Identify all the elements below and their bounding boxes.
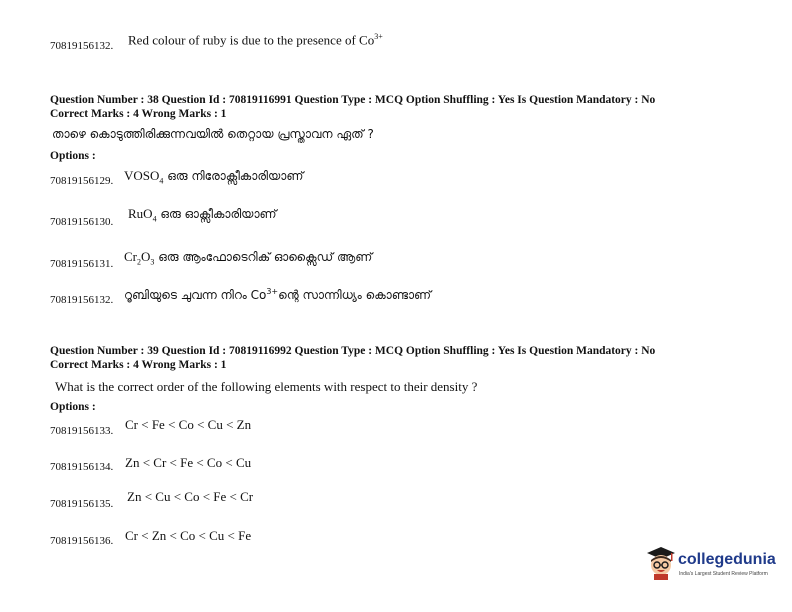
option-text: RuO$_4$ ഒരു ഓക്സീകാരിയാണ് bbox=[128, 206, 277, 224]
options-label: Options : bbox=[50, 150, 96, 162]
question-marks-line: Correct Marks : 4 Wrong Marks : 1 bbox=[50, 359, 227, 371]
option-id: 70819156130. bbox=[50, 216, 114, 228]
option-text: $VOSO_4$ ഒരു നിരോക്സീകാരിയാണ് bbox=[124, 168, 304, 186]
option-id: 70819156131. bbox=[50, 258, 114, 270]
options-label: Options : bbox=[50, 401, 96, 413]
question-header bbox=[50, 93, 655, 121]
option-id: 70819156129. bbox=[50, 175, 114, 187]
option-text: Cr < Fe < Co < Cu < Zn bbox=[125, 417, 252, 432]
option-text: $Cr_2O_3$ ഒരു ആംഫോടെറിക് ഓക്സൈഡ് ആണ് bbox=[124, 249, 373, 267]
question-meta-line: Question Number : 38 Question Id : 70819116991 Question Type : MCQ Option Shuffling : Yes Is Question Mandatory : No bbox=[50, 94, 656, 106]
option-text: Cr < Zn < Co < Cu < Fe bbox=[125, 528, 252, 543]
question-meta-line: Question Number : 39 Question Id : 70819116992 Question Type : MCQ Option Shuffling : Yes Is Question Mandatory : No bbox=[50, 345, 656, 357]
option-id: 70819156134. bbox=[50, 461, 114, 473]
option-id: 70819156132. bbox=[50, 40, 114, 52]
logo-name: collegedunia bbox=[678, 551, 776, 568]
question-text: താഴെ കൊടുത്തിരിക്കുന്നവയിൽ തെറ്റായ പ്രസ്താവന ഏത് ? bbox=[52, 127, 374, 141]
logo-tagline: India's Largest Student Review Platform bbox=[679, 571, 768, 577]
option-text: റൂബിയുടെ ചുവന്ന നിറം $Co^{3+}ന്റെ$ സാന്നിധ്യം കൊണ്ടാണ് bbox=[124, 287, 432, 302]
option-text: Zn < Cr < Fe < Co < Cu bbox=[125, 455, 252, 470]
question-marks-line: Correct Marks : 4 Wrong Marks : 1 bbox=[50, 108, 227, 120]
question-header bbox=[50, 344, 655, 372]
option-text: Red colour of ruby is due to the presence of $Co^{3+}$ bbox=[128, 32, 383, 48]
question-text: What is the correct order of the following elements with respect to their density ? bbox=[55, 379, 478, 394]
option-id: 70819156133. bbox=[50, 425, 114, 437]
collegedunia-logo bbox=[646, 546, 676, 585]
student-mascot-icon bbox=[646, 546, 676, 580]
option-text: Zn < Cu < Co < Fe < Cr bbox=[127, 489, 254, 504]
option-id: 70819156136. bbox=[50, 535, 114, 547]
option-id: 70819156132. bbox=[50, 294, 114, 306]
option-id: 70819156135. bbox=[50, 498, 114, 510]
